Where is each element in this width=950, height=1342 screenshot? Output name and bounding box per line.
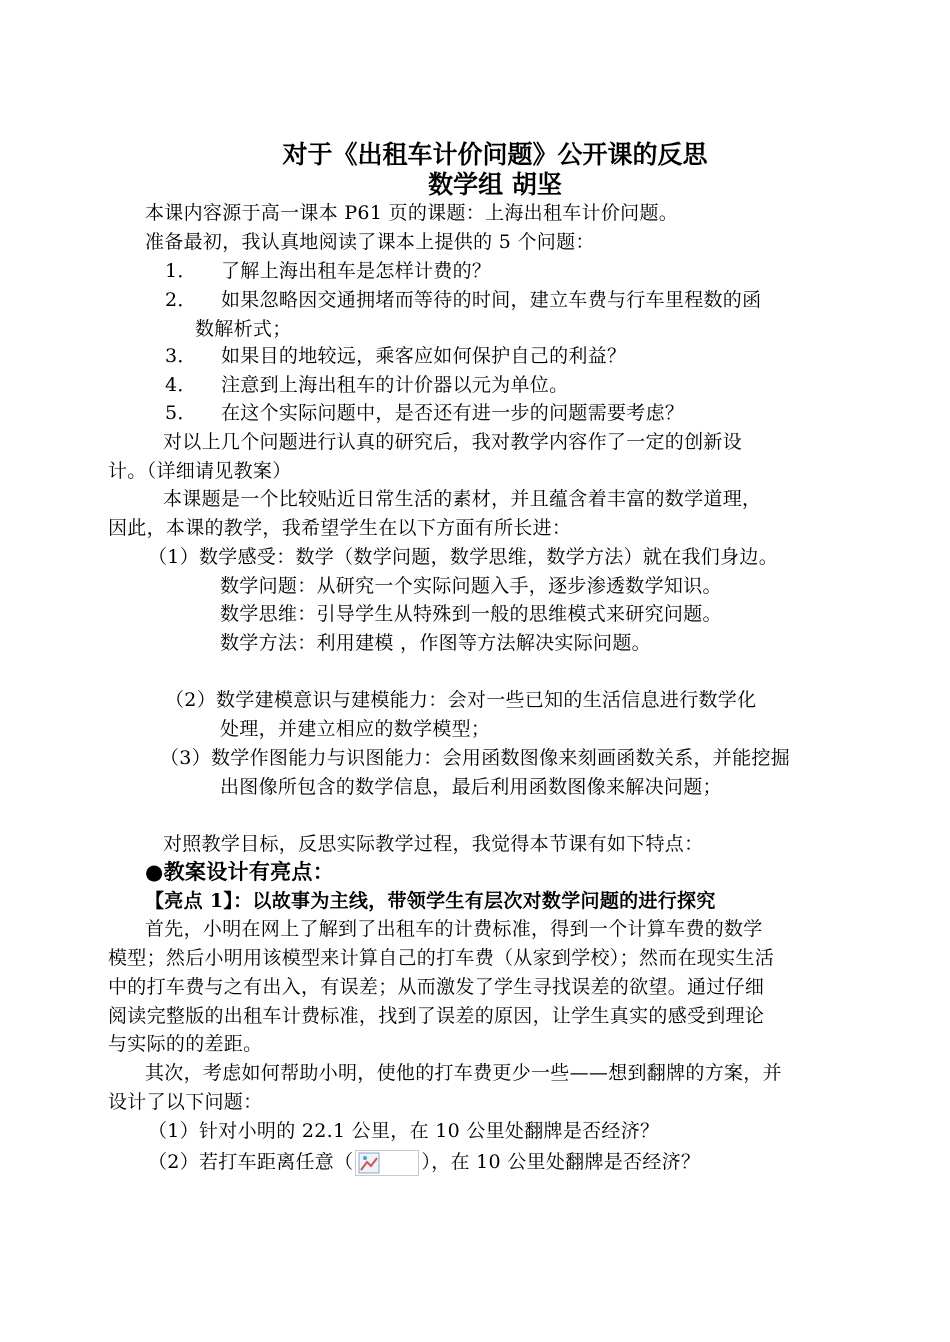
body-line: 中的打车费与之有出入，有误差；从而激发了学生寻找误差的欲望。通过仔细 <box>108 976 765 998</box>
question-item <box>165 258 491 284</box>
goal-subitem: 数学思维：引导学生从特殊到一般的思维模式来研究问题。 <box>220 603 722 625</box>
question-text: 了解上海出租车是怎样计费的？ <box>221 260 492 282</box>
section-heading: ●教案设计有亮点： <box>145 860 335 884</box>
question-item <box>165 372 568 398</box>
goal-heading-cont: 出图像所包含的数学信息，最后利用函数图像来解决问题； <box>220 776 722 798</box>
question-number: 4． <box>165 374 197 396</box>
question-text: ），在 10 公里处翻牌是否经济？ <box>421 1151 701 1173</box>
body-line: 阅读完整版的出租车计费标准，找到了误差的原因，让学生真实的感受到理论 <box>108 1005 765 1027</box>
goal-subitem: 数学问题：从研究一个实际问题入手，逐步渗透数学知识。 <box>220 575 722 597</box>
highlight-heading: 【亮点 1】：以故事为主线，带领学生有层次对数学问题的进行探究 <box>145 890 716 912</box>
document-title: 对于《出租车计价问题》公开课的反思 <box>282 140 708 169</box>
question-line <box>148 1149 700 1176</box>
question-item <box>165 287 761 313</box>
document-author: 数学组 胡坚 <box>428 170 562 199</box>
body-line: 对照教学目标，反思实际教学过程，我觉得本节课有如下特点： <box>163 833 704 855</box>
body-line: 对以上几个问题进行认真的研究后，我对教学内容作了一定的创新设 <box>163 431 743 453</box>
question-item <box>165 343 626 369</box>
goal-heading-cont: 处理，并建立相应的数学模型； <box>220 718 491 740</box>
body-line: 模型；然后小明用该模型来计算自己的打车费（从家到学校）；然而在现实生活 <box>108 947 775 969</box>
question-text: 注意到上海出租车的计价器以元为单位。 <box>221 374 569 396</box>
question-number: 1． <box>165 260 197 282</box>
body-line: 本课题是一个比较贴近日常生活的素材，并且蕴含着丰富的数学道理， <box>163 488 762 510</box>
body-line: 因此，本课的教学，我希望学生在以下方面有所长进： <box>108 517 572 539</box>
body-line: 设计了以下问题： <box>108 1091 263 1113</box>
goal-heading: （2）数学建模意识与建模能力：会对一些已知的生活信息进行数学化 <box>165 689 757 711</box>
question-item <box>165 400 684 426</box>
question-text: 如果忽略因交通拥堵而等待的时间，建立车费与行车里程数的函 <box>221 289 762 311</box>
intro-line: 准备最初，我认真地阅读了课本上提供的 5 个问题： <box>145 231 595 253</box>
broken-image-icon <box>355 1150 419 1176</box>
body-line: 与实际的的差距。 <box>108 1033 263 1055</box>
body-line: 其次，考虑如何帮助小明，使他的打车费更少一些——想到翻牌的方案，并 <box>145 1062 782 1084</box>
question-text: （2）若打车距离任意（ <box>148 1151 354 1173</box>
question-number: 2． <box>165 289 197 311</box>
question-line: （1）针对小明的 22.1 公里，在 10 公里处翻牌是否经济？ <box>148 1120 660 1142</box>
body-line: 计。（详细请见教案） <box>108 460 292 482</box>
goal-heading: （1）数学感受：数学（数学问题，数学思维，数学方法）就在我们身边。 <box>148 546 778 568</box>
goal-subitem: 数学方法：利用建模 ，作图等方法解决实际问题。 <box>220 632 651 654</box>
intro-line: 本课内容源于高一课本 P61 页的课题：上海出租车计价问题。 <box>145 202 679 224</box>
body-line: 首先，小明在网上了解到了出租车的计费标准，得到一个计算车费的数学 <box>145 918 763 940</box>
question-text-cont: 数解析式； <box>195 318 292 340</box>
goal-heading: （3）数学作图能力与识图能力：会用函数图像来刻画函数关系，并能挖掘 <box>160 747 790 769</box>
question-number: 3． <box>165 345 197 367</box>
question-number: 5． <box>165 402 197 424</box>
question-text: 在这个实际问题中，是否还有进一步的问题需要考虑？ <box>221 402 685 424</box>
question-text: 如果目的地较远，乘客应如何保护自己的利益？ <box>221 345 627 367</box>
